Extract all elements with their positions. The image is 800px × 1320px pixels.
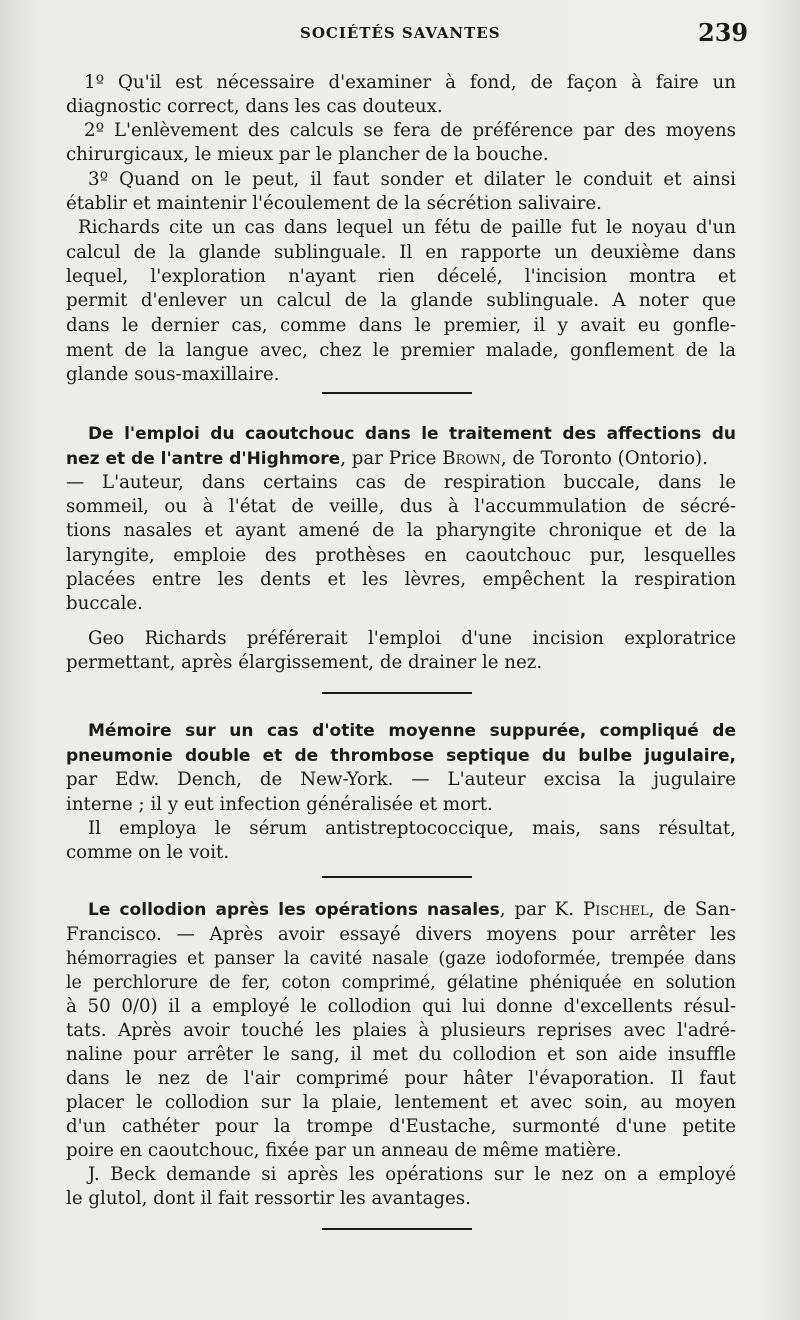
byline-text: , de San- — [648, 899, 736, 920]
article-title: pneumonie double et de thrombose septique du bulbe jugulaire, — [66, 746, 736, 766]
article-title-byline — [88, 899, 736, 921]
text-line: le glutol, dont il fait ressortir les avantages. — [66, 1188, 471, 1209]
text-line: Richards cite un cas dans lequel un fétu de paille fut le noyau d'un — [78, 217, 736, 238]
page-number: 239 — [698, 18, 749, 47]
article-title-part: nez et de l'antre d'Highmore — [66, 449, 341, 469]
text-line: J. Beck demande si après les opérations sur le nez on a employé — [88, 1164, 736, 1185]
text-line: laryngite, emploie des prothèses en caoutchouc pur, lesquelles — [66, 545, 736, 566]
text-line: chirurgicaux, le mieux par le plancher de la bouche. — [66, 144, 549, 165]
text-line: par Edw. Dench, de New-York. — L'auteur excisa la jugulaire — [66, 769, 736, 790]
text-line: placer le collodion sur la plaie, lentement et avec soin, au moyen — [66, 1092, 736, 1113]
section-divider — [322, 692, 472, 694]
text-line: d'un cathéter pour la trompe d'Eustache, surmonté d'une petite — [66, 1116, 736, 1137]
text-line: sommeil, ou à l'état de veille, dus à l'accummulation de sécré- — [66, 496, 736, 517]
text-line: tats. Après avoir touché les plaies à plusieurs reprises avec l'adré- — [66, 1020, 736, 1041]
section-divider — [322, 1228, 472, 1230]
text-line: permit d'enlever un calcul de la glande sublinguale. A noter que — [66, 290, 736, 311]
text-line: le perchlorure de fer, coton comprimé, gélatine phéniquée en solution — [66, 973, 736, 993]
text-line: naline pour arrêter le sang, il met du collodion et son aide insuffle — [66, 1044, 736, 1065]
text-line: dans le dernier cas, comme dans le premier, il y avait eu gonfle- — [66, 315, 736, 336]
article-title: Le collodion après les opérations nasales — [88, 900, 500, 920]
text-line: 3º Quand on le peut, il faut sonder et dilater le conduit et ainsi — [88, 169, 736, 190]
text-line: 2º L'enlèvement des calculs se fera de préférence par des moyens — [84, 120, 736, 141]
text-line: à 50 0/0) il a employé le collodion qui lui donne d'excellents résul- — [66, 996, 736, 1017]
section-divider — [322, 876, 472, 878]
article-title-byline — [66, 448, 736, 470]
text-line: buccale. — [66, 593, 143, 614]
article-title: Mémoire sur un cas d'otite moyenne suppurée, compliqué de — [88, 721, 736, 741]
running-head: SOCIÉTÉS SAVANTES — [300, 24, 501, 42]
text-line: Francisco. — Après avoir essayé divers moyens pour arrêter les — [66, 924, 736, 945]
text-line: poire en caoutchouc, fixée par un anneau de même matière. — [66, 1140, 622, 1161]
byline-text: , par Price — [340, 448, 443, 469]
text-line: placées entre les dents et les lèvres, empêchent la respiration — [66, 569, 736, 590]
text-line: établir et maintenir l'écoulement de la sécrétion salivaire. — [66, 193, 602, 214]
text-line: comme on le voit. — [66, 842, 230, 863]
section-divider — [322, 392, 472, 394]
text-line: calcul de la glande sublinguale. Il en rapporte un deuxième dans — [66, 242, 736, 263]
text-line: Geo Richards préférerait l'emploi d'une incision exploratrice — [88, 628, 736, 649]
text-line: diagnostic correct, dans les cas douteux. — [66, 96, 443, 117]
text-line: glande sous-maxillaire. — [66, 364, 280, 385]
text-line: permettant, après élargissement, de drainer le nez. — [66, 652, 543, 673]
text-line: — L'auteur, dans certains cas de respiration buccale, dans le — [66, 472, 736, 493]
byline-text: , de Toronto (Ontorio). — [500, 448, 708, 469]
article-title: De l'emploi du caoutchouc dans le traitement des affections du — [88, 424, 736, 444]
text-line: 1º Qu'il est nécessaire d'examiner à fond, de façon à faire un — [84, 72, 736, 93]
author-name: Brown — [442, 448, 501, 469]
text-line: hémorragies et panser la cavité nasale (gaze iodoformée, trempée dans — [66, 949, 736, 969]
text-line: tions nasales et ayant amené de la pharyngite chronique et de la — [66, 520, 736, 541]
text-line: ment de la langue avec, chez le premier malade, gonflement de la — [66, 340, 736, 361]
author-name: Pischel — [582, 899, 649, 920]
byline-text: , par K. — [499, 899, 583, 920]
text-line: interne ; il y eut infection généralisée et mort. — [66, 794, 493, 815]
text-line: Il employa le sérum antistreptococcique, mais, sans résultat, — [88, 818, 736, 839]
text-line: dans le nez de l'air comprimé pour hâter l'évaporation. Il faut — [66, 1068, 736, 1089]
text-line: lequel, l'exploration n'ayant rien décelé, l'incision montra et — [66, 266, 736, 287]
